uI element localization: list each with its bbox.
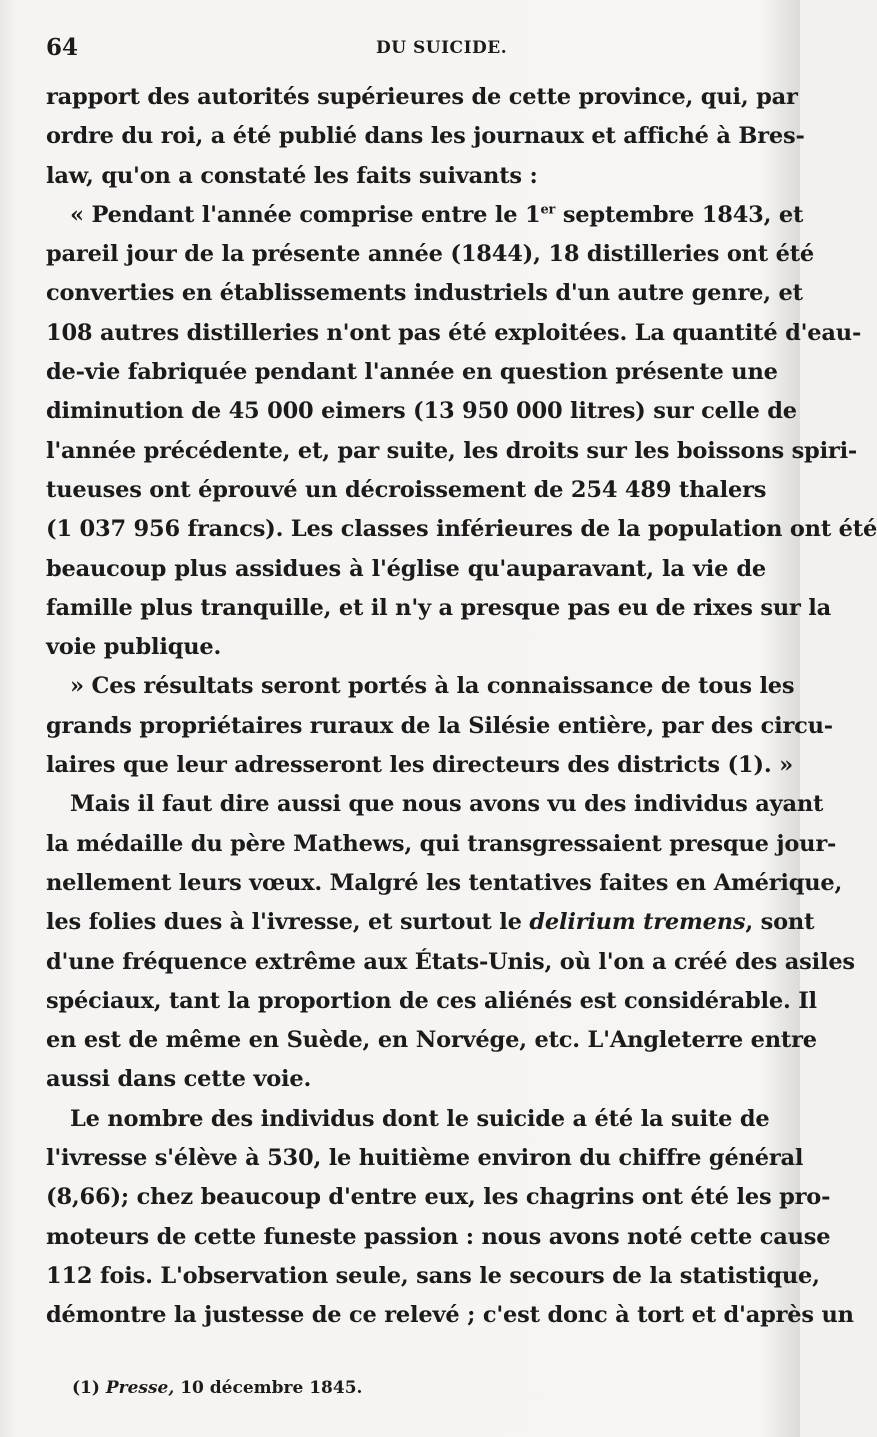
text-line: d'une fréquence extrême aux États-Unis, où l'on a créé des asiles — [46, 948, 855, 975]
text-line: famille plus tranquille, et il n'y a presque pas eu de rixes sur la — [46, 594, 832, 621]
text-fragment: septembre 1843, et — [555, 201, 804, 228]
italic-term: delirium tremens — [529, 909, 746, 936]
text-line: la médaille du père Mathews, qui transgressaient presque jour- — [46, 830, 837, 857]
text-line: l'ivresse s'élève à 530, le huitième environ du chiffre général — [46, 1145, 804, 1172]
text-line — [46, 903, 815, 942]
text-line: nellement leurs vœux. Malgré les tentatives faites en Amérique, — [46, 869, 843, 896]
text-fragment: « Pendant l'année comprise entre le 1 — [70, 201, 541, 228]
footnote-source: Presse, — [105, 1378, 175, 1398]
text-line: converties en établissements industriels d'un autre genre, et — [46, 280, 803, 307]
text-line: pareil jour de la présente année (1844), 18 distilleries ont été — [46, 241, 815, 268]
text-fragment: les folies dues à l'ivresse, et surtout le — [46, 909, 530, 936]
text-line: l'année précédente, et, par suite, les droits sur les boissons spiri- — [46, 437, 858, 464]
body-text — [46, 78, 877, 1336]
text-line: 108 autres distilleries n'ont pas été exploitées. La quantité d'eau- — [46, 319, 862, 346]
text-line: tueuses ont éprouvé un décroissement de 254 489 thalers — [46, 476, 767, 503]
page-header — [46, 34, 766, 64]
text-line: diminution de 45 000 eimers (13 950 000 litres) sur celle de — [46, 398, 797, 425]
text-line: 112 fois. L'observation seule, sans le secours de la statistique, — [46, 1262, 820, 1289]
text-line: aussi dans cette voie. — [46, 1066, 312, 1093]
footnote-date: 10 décembre 1845. — [180, 1378, 363, 1398]
footnote — [72, 1378, 362, 1398]
text-line: (8,66); chez beaucoup d'entre eux, les chagrins ont été les pro- — [46, 1184, 831, 1211]
text-line: grands propriétaires ruraux de la Silésie entière, par des circu- — [46, 712, 833, 739]
text-line: ordre du roi, a été publié dans les journaux et affiché à Bres- — [46, 123, 805, 150]
text-line: Le nombre des individus dont le suicide a été la suite de — [70, 1105, 770, 1132]
text-fragment: , sont — [745, 909, 815, 936]
footnote-marker: (1) — [72, 1378, 100, 1398]
text-line: spéciaux, tant la proportion de ces aliénés est considérable. Il — [46, 987, 817, 1014]
text-line: démontre la justesse de ce relevé ; c'est donc à tort et d'après un — [46, 1302, 854, 1329]
text-line: (1 037 956 francs). Les classes inférieures de la population ont été — [46, 516, 877, 543]
running-title: DU SUICIDE. — [376, 38, 508, 58]
text-line: moteurs de cette funeste passion : nous avons noté cette cause — [46, 1223, 831, 1250]
text-line: laires que leur adresseront les directeurs des districts (1). » — [46, 752, 793, 779]
text-line: de-vie fabriquée pendant l'année en question présente une — [46, 359, 778, 386]
superscript: er — [540, 202, 556, 218]
text-line: Mais il faut dire aussi que nous avons vu des individus ayant — [70, 791, 824, 818]
text-line: en est de même en Suède, en Norvége, etc. L'Angleterre entre — [46, 1027, 817, 1054]
page-number: 64 — [46, 34, 79, 61]
text-line: voie publique. — [46, 634, 222, 661]
text-line — [46, 196, 804, 235]
text-line: law, qu'on a constaté les faits suivants : — [46, 162, 538, 189]
text-line: rapport des autorités supérieures de cette province, qui, par — [46, 84, 798, 110]
text-line: beaucoup plus assidues à l'église qu'auparavant, la vie de — [46, 555, 766, 582]
text-line: » Ces résultats seront portés à la connaissance de tous les — [70, 673, 795, 700]
